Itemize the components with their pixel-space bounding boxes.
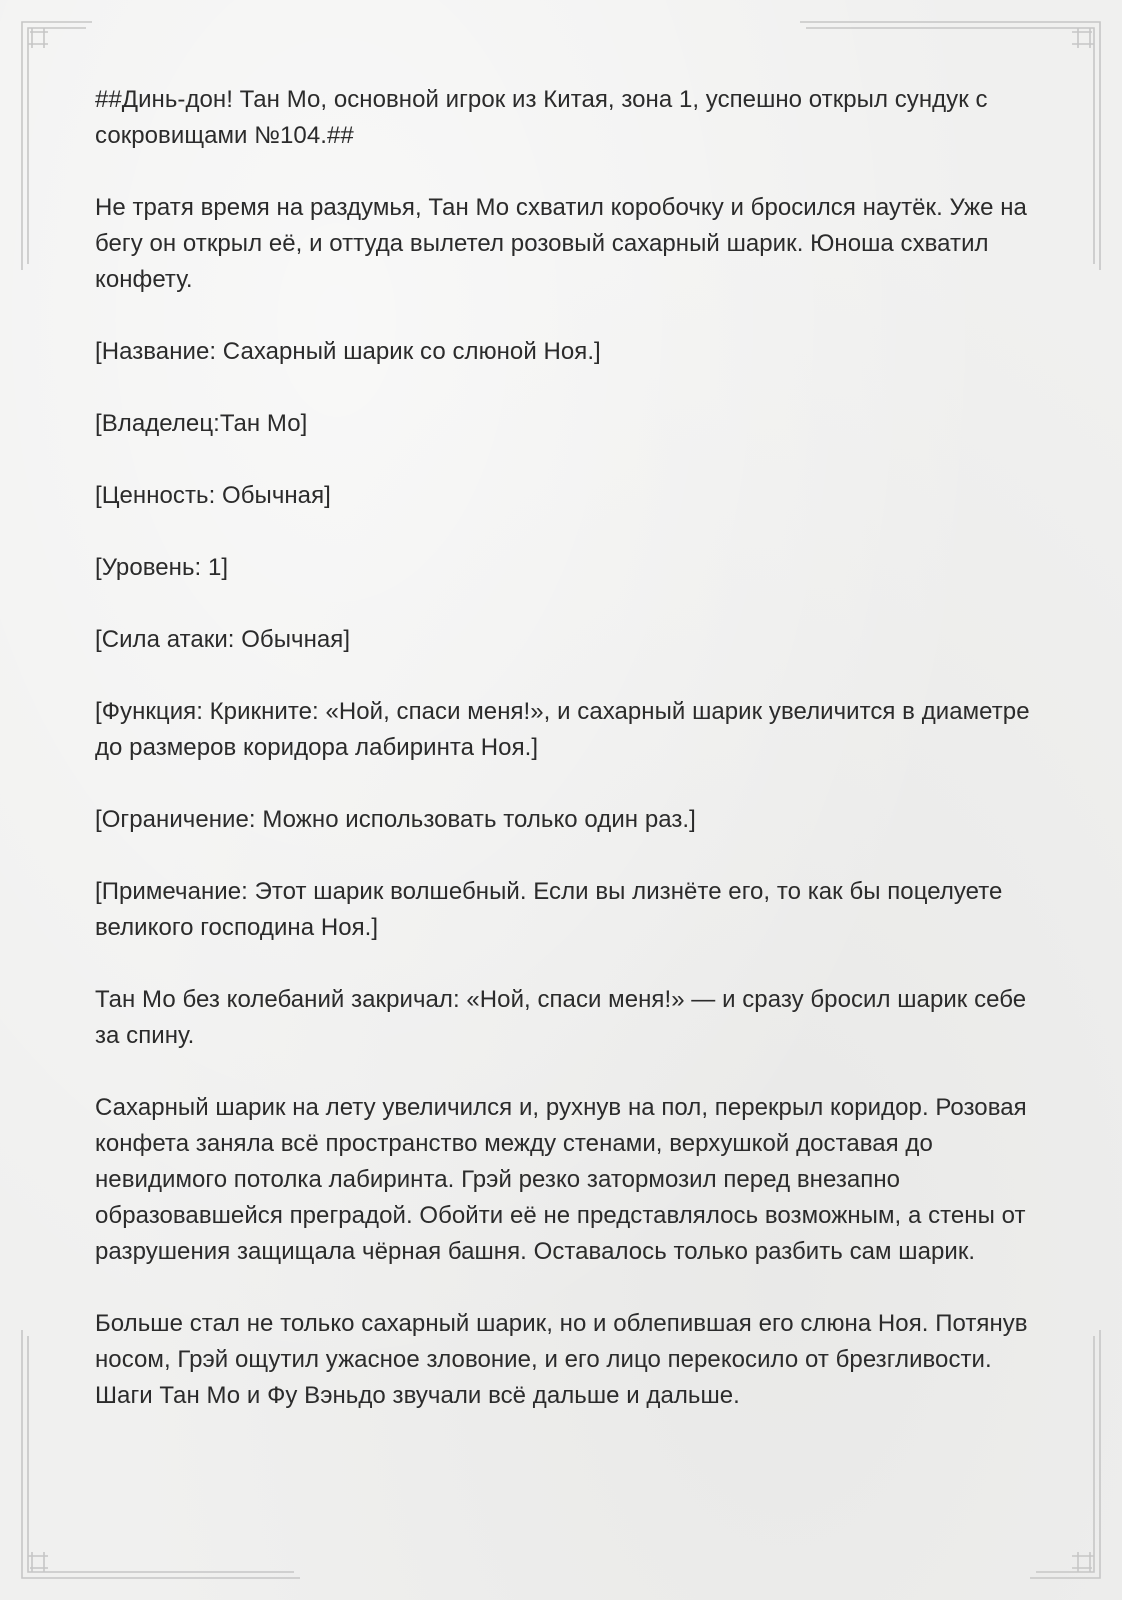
item-name-line: [Название: Сахарный шарик со слюной Ноя.] — [95, 338, 601, 365]
item-level-line: [Уровень: 1] — [95, 554, 229, 581]
document-body — [95, 82, 1045, 1450]
item-attack-line: [Сила атаки: Обычная] — [95, 626, 351, 653]
item-owner-line: [Владелец:Тан Мо] — [95, 410, 308, 437]
paragraph: Больше стал не только сахарный шарик, но и облепившая его слюна Ноя. Потянув носом, Грэй ощутил ужасное зловоние, и его лицо перекосило от брезгливости. Шаги Тан Мо и Фу Вэньдо звучали всё дальше и дальше. — [95, 1310, 1028, 1409]
item-function-line: [Функция: Крикните: «Ной, спаси меня!», и сахарный шарик увеличится в диаметре до размеров коридора лабиринта Ноя.] — [95, 698, 1030, 761]
paragraph: ##Динь-дон! Тан Мо, основной игрок из Китая, зона 1, успешно открыл сундук с сокровищами №104.## — [95, 86, 988, 149]
paragraph: Сахарный шарик на лету увеличился и, рухнув на пол, перекрыл коридор. Розовая конфета заняла всё пространство между стенами, верхушкой доставая до невидимого потолка лабиринта. Грэй резко затормозил перед внезапно образовавшейся преградой. Обойти её не представлялось возможным, а стены от разрушения защищала чёрная башня. Оставалось только разбить сам шарик. — [95, 1094, 1027, 1265]
paragraph: Тан Мо без колебаний закричал: «Ной, спаси меня!» — и сразу бросил шарик себе за спину. — [95, 986, 1027, 1049]
paragraph: Не тратя время на раздумья, Тан Мо схватил коробочку и бросился наутёк. Уже на бегу он открыл её, и оттуда вылетел розовый сахарный шарик. Юноша схватил конфету. — [95, 194, 1027, 293]
item-limit-line: [Ограничение: Можно использовать только один раз.] — [95, 806, 696, 833]
item-value-line: [Ценность: Обычная] — [95, 482, 331, 509]
item-note-line: [Примечание: Этот шарик волшебный. Если вы лизнёте его, то как бы поцелуете великого господина Ноя.] — [95, 878, 1003, 941]
